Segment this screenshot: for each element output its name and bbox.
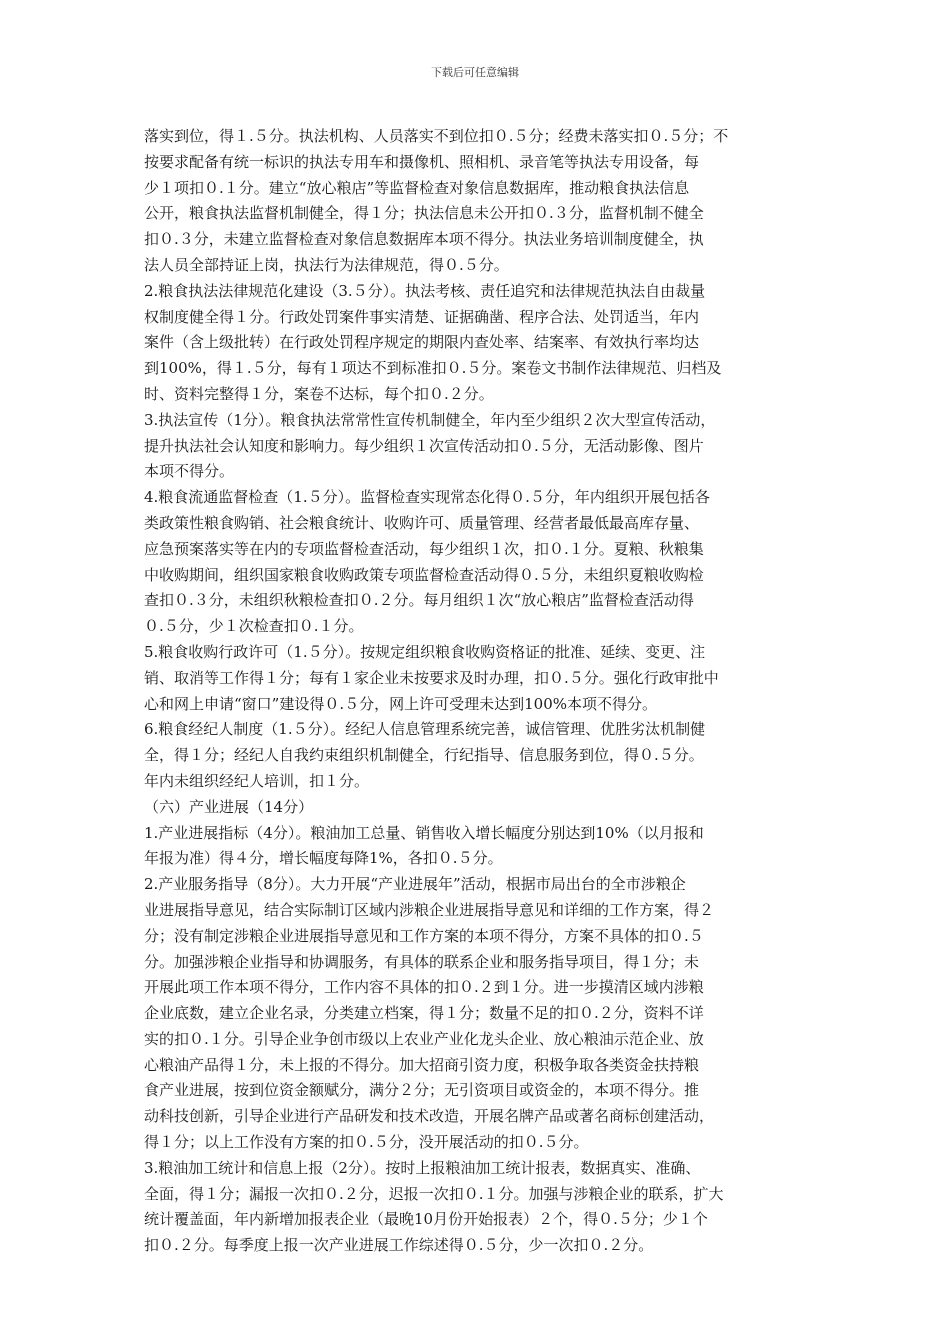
text-line: 全面，得１分；漏报一次扣０.２分，迟报一次扣０.１分。加强与涉粮企业的联系，扩大 <box>144 1184 724 1203</box>
text-line: 2.粮食执法法律规范化建设（3.５分）。执法考核、责任追究和法律规范执法自由裁量 <box>144 281 706 300</box>
text-line: 业进展指导意见，结合实际制订区域内涉粮企业进展指导意见和详细的工作方案，得２ <box>144 900 715 919</box>
text-line: （六）产业进展（14分） <box>144 797 314 816</box>
text-line: 按要求配备有统一标识的执法专用车和摄像机、照相机、录音笔等执法专用设备，每 <box>144 152 700 171</box>
text-line: 实的扣０.１分。引导企业争创市级以上农业产业化龙头企业、放心粮油示范企业、放 <box>144 1029 704 1048</box>
text-line: 类政策性粮食购销、社会粮食统计、收购许可、质量管理、经营者最低最高库存量、 <box>144 513 700 532</box>
text-line: 权制度健全得１分。行政处罚案件事实清楚、证据确凿、程序合法、处罚适当，年内 <box>144 307 700 326</box>
text-line: 3.粮油加工统计和信息上报（2分）。按时上报粮油加工统计报表，数据真实、准确、 <box>144 1158 701 1177</box>
text-line: 动科技创新，引导企业进行产品研发和技术改造，开展名牌产品或著名商标创建活动， <box>144 1107 715 1126</box>
text-line: 统计覆盖面，年内新增加报表企业（最晚10月份开始报表）２个，得０.５分；少１个 <box>144 1210 708 1229</box>
text-line: 分。加强涉粮企业指导和协调服务，有具体的联系企业和服务指导项目，得１分；未 <box>144 952 700 971</box>
text-line: 全，得１分；经纪人自我约束组织机制健全，行纪指导、信息服务到位，得０.５分。 <box>144 746 704 765</box>
text-line: 年内未组织经纪人培训，扣１分。 <box>144 771 370 790</box>
text-line: 销、取消等工作得１分；每有１家企业未按要求及时办理，扣０.５分。强化行政审批中 <box>144 668 719 687</box>
text-line: 开展此项工作本项不得分，工作内容不具体的扣０.２到１分。进一步摸清区域内涉粮 <box>144 978 704 997</box>
text-line: 扣０.３分，未建立监督检查对象信息数据库本项不得分。执法业务培训制度健全，执 <box>144 230 704 249</box>
document-body <box>144 124 810 1259</box>
text-line: 6.粮食经纪人制度（1.５分）。经纪人信息管理系统完善，诚信管理、优胜劣汰机制健 <box>144 720 706 739</box>
text-line: 1.产业进展指标（4分）。粮油加工总量、销售收入增长幅度分别达到10%（以月报和 <box>144 823 704 842</box>
text-line: 应急预案落实等在内的专项监督检查活动，每少组织１次，扣０.１分。夏粮、秋粮集 <box>144 539 704 558</box>
text-line: 到100%，得１.５分，每有１项达不到标准扣０.５分。案卷文书制作法律规范、归档及 <box>144 359 722 378</box>
text-line: 心和网上申请“窗口”建设得０.５分，网上许可受理未达到100%本项不得分。 <box>144 694 657 713</box>
text-line: 分；没有制定涉粮企业进展指导意见和工作方案的本项不得分，方案不具体的扣０.５ <box>144 926 704 945</box>
text-line: 4.粮食流通监督检查（1.５分）。监督检查实现常态化得０.５分，年内组织开展包括各 <box>144 488 710 507</box>
text-line: 心粮油产品得１分，未上报的不得分。加大招商引资力度，积极争取各类资金扶持粮 <box>144 1055 700 1074</box>
text-line: ０.５分，少１次检查扣０.１分。 <box>144 617 364 636</box>
text-line: 年报为准）得４分，增长幅度每降1%，各扣０.５分。 <box>144 849 503 868</box>
text-line: 提升执法社会认知度和影响力。每少组织１次宣传活动扣０.５分，无活动影像、图片 <box>144 436 704 455</box>
page-header: 下载后可任意编辑 <box>431 66 519 79</box>
text-line: 少１项扣０.１分。建立“放心粮店”等监督检查对象信息数据库，推动粮食执法信息 <box>144 178 690 197</box>
text-line: 本项不得分。 <box>144 462 235 481</box>
text-line: 3.执法宣传（1分）。粮食执法常常性宣传机制健全，年内至少组织２次大型宣传活动， <box>144 410 716 429</box>
text-line: 法人员全部持证上岗，执法行为法律规范，得０.５分。 <box>144 255 509 274</box>
text-line: 2.产业服务指导（8分）。大力开展“产业进展年”活动，根据市局出台的全市涉粮企 <box>144 875 686 894</box>
text-line: 得１分；以上工作没有方案的扣０.５分，没开展活动的扣０.５分。 <box>144 1133 589 1152</box>
text-line: 扣０.２分。每季度上报一次产业进展工作综述得０.５分，少一次扣０.２分。 <box>144 1236 654 1255</box>
text-line: 落实到位，得１.５分。执法机构、人员落实不到位扣０.５分；经费未落实扣０.５分；不 <box>144 127 729 145</box>
text-line: 案件（含上级批转）在行政处罚程序规定的期限内查处率、结案率、有效执行率均达 <box>144 333 700 352</box>
text-line: 企业底数，建立企业名录，分类建立档案，得１分；数量不足的扣０.２分，资料不详 <box>144 1004 704 1023</box>
text-line: 中收购期间，组织国家粮食收购政策专项监督检查活动得０.５分，未组织夏粮收购检 <box>144 565 704 584</box>
text-line: 5.粮食收购行政许可（1.５分）。按规定组织粮食收购资格证的批准、延续、变更、注 <box>144 642 706 661</box>
text-line: 公开，粮食执法监督机制健全，得１分；执法信息未公开扣０.３分，监督机制不健全 <box>144 204 704 223</box>
text-line: 查扣０.３分，未组织秋粮检查扣０.２分。每月组织１次“放心粮店”监督检查活动得 <box>144 591 694 610</box>
text-line: 时、资料完整得１分，案卷不达标，每个扣０.２分。 <box>144 384 494 403</box>
text-line: 食产业进展，按到位资金额赋分，满分２分；无引资项目或资金的，本项不得分。推 <box>144 1081 700 1100</box>
